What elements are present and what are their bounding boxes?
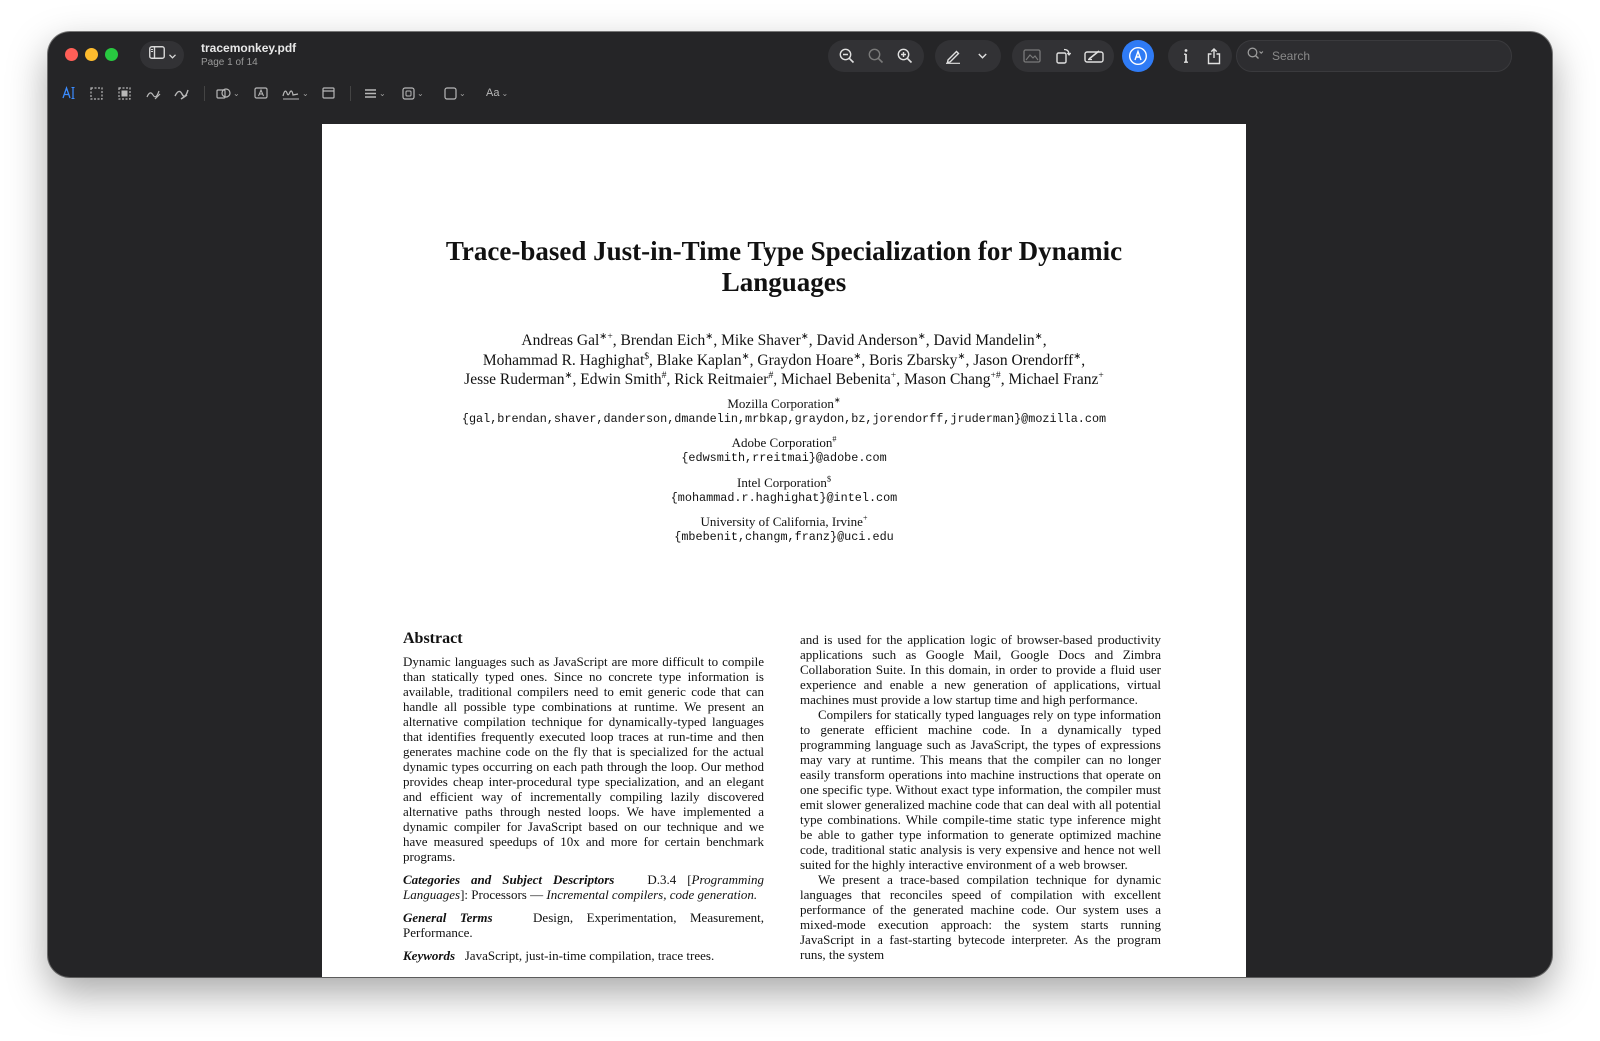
author-name: Mohammad R. Haghighat	[482, 351, 645, 369]
crop-icon	[1023, 49, 1041, 63]
text-selection-icon	[62, 86, 76, 100]
author-name: , David Anderson	[808, 332, 918, 349]
affiliation-adobe	[362, 435, 1206, 466]
redact-icon	[118, 87, 131, 100]
text-box-tool[interactable]	[254, 82, 268, 104]
affiliation-name: University of California, Irvine	[700, 514, 863, 529]
categories-paragraph	[403, 872, 764, 902]
chevron-down-icon: ⌄	[379, 88, 386, 98]
author-mark: ∗	[1073, 350, 1082, 362]
author-mark: +#	[990, 369, 1001, 381]
chevron-down-icon: ⌄	[302, 88, 309, 98]
preview-window	[48, 32, 1552, 977]
zoom-in-icon	[897, 48, 913, 64]
author-line	[362, 370, 1206, 390]
affiliation-name: Intel Corporation	[737, 475, 827, 490]
author-name: Jesse Ruderman	[464, 371, 565, 388]
author-name: , Rick Reitmaier	[666, 371, 769, 388]
zoom-out-icon	[839, 48, 855, 64]
paper-title-line: Trace-based Just-in-Time Type Specialization for Dynamic	[445, 236, 1123, 266]
markup-toolbar	[48, 78, 1552, 108]
actual-size-icon	[868, 48, 884, 64]
author-name: , Brendan Eich	[612, 332, 706, 349]
close-window-button[interactable]	[65, 48, 78, 61]
affiliation-mozilla	[362, 396, 1206, 427]
author-mark: ∗	[705, 330, 714, 342]
search-field[interactable]	[1236, 40, 1512, 72]
keywords-paragraph	[403, 948, 764, 963]
crop-button[interactable]	[1019, 43, 1045, 69]
author-mark: ∗	[800, 330, 809, 342]
markup-toggle-button[interactable]	[1122, 40, 1154, 72]
sketch-icon	[146, 86, 161, 100]
highlight-controls	[935, 40, 1001, 72]
sidebar-toggle-button[interactable]	[140, 41, 184, 69]
right-column	[800, 632, 1161, 962]
affiliation-intel	[362, 475, 1206, 506]
affiliation-mark: +	[862, 513, 868, 523]
pdf-page	[322, 124, 1246, 977]
note-icon	[322, 87, 335, 99]
author-mark: +	[890, 369, 897, 381]
shape-style-tool[interactable]	[364, 82, 386, 104]
signature-icon	[282, 87, 300, 100]
filename-label: tracemonkey.pdf	[201, 41, 297, 55]
affiliation-name: Mozilla Corporation	[727, 396, 834, 411]
sketch-tool[interactable]	[146, 82, 161, 104]
paper-title-line: Languages	[721, 267, 847, 297]
share-button[interactable]	[1201, 43, 1227, 69]
actual-size-button[interactable]	[863, 43, 889, 69]
author-list	[362, 331, 1206, 390]
zoom-out-button[interactable]	[834, 43, 860, 69]
info-button[interactable]	[1173, 43, 1199, 69]
categories-code: D.3.4 [	[647, 872, 692, 887]
author-mark: ∗	[564, 369, 573, 381]
author-separator: ,	[1081, 351, 1086, 369]
affiliation-email: {mohammad.r.haghighat}@intel.com	[670, 490, 898, 505]
text-selection-tool[interactable]	[62, 82, 76, 104]
author-separator: ,	[1042, 332, 1047, 349]
author-name: , Jason Orendorff	[965, 351, 1074, 369]
border-color-icon	[402, 87, 415, 100]
abstract-paragraph: Dynamic languages such as JavaScript are more difficult to compile than statically typed ones. Since no concrete type information is available, traditional compilers need to emit generic code that can handle all possible type combinations at runtime. We present an alternative compilation technique for dynamically-typed languages that identifies frequently executed loop traces at run-time and then generates machine code on the fly that is specialized for the actual dynamic types occurring on each path through the loop. Our method provides cheap inter-procedural type specialization, and an elegant and efficient way of incrementally compiling lazily discovered alternative paths through nested loops. We have implemented a dynamic compiler for JavaScript based on our technique and we have measured speedups of 10x and more for certain benchmark programs.	[403, 654, 764, 864]
author-mark: #	[661, 369, 667, 381]
rotate-button[interactable]	[1050, 43, 1076, 69]
author-mark: ∗	[957, 350, 966, 362]
highlight-button[interactable]	[941, 43, 967, 69]
affiliation-email: {gal,brendan,shaver,danderson,dmandelin,mrbkap,graydon,bz,jorendorff,jruderman}@mozilla.com	[461, 411, 1107, 426]
form-button[interactable]	[1081, 43, 1107, 69]
general-terms-paragraph	[403, 910, 764, 940]
fill-color-icon	[444, 87, 457, 100]
zoom-window-button[interactable]	[105, 48, 118, 61]
author-name: , Blake Kaplan	[649, 351, 742, 369]
title-bar	[48, 32, 1552, 78]
left-column	[403, 630, 764, 963]
general-terms-label: General Terms	[403, 910, 493, 925]
markup-icon	[1128, 46, 1148, 66]
body-paragraph: We present a trace-based compilation technique for dynamic languages that reconciles speed of compilation with excellent performance of the generated machine code. Our system uses a mixed-mode execution approach: the system starts running JavaScript in a fast-starting bytecode interpreter. As the program runs, the system	[800, 872, 1161, 962]
author-name: , Graydon Hoare	[749, 351, 854, 369]
text-box-icon	[254, 87, 268, 99]
line-style-icon	[364, 88, 377, 99]
author-name: Andreas Gal	[521, 332, 600, 349]
body-paragraph: Compilers for statically typed languages rely on type information to generate efficient machine code. In a dynamically typed programming language such as JavaScript, the types of expressions may vary at runtime. This means that the compiler can no longer easily transform operations into machine instructions that operate on one specific type. Without exact type information, the compiler must emit slower generalized machine code that can deal with all potential type combinations. While compile-time static type inference might be able to gather type information to generate optimized machine code, traditional static analysis is very expensive and hence not well suited for the highly interactive environment of a web browser.	[800, 707, 1161, 872]
abstract-heading: Abstract	[403, 630, 463, 647]
sidebar-icon	[149, 46, 165, 64]
categories-label: Categories and Subject Descriptors	[403, 872, 615, 887]
chevron-down-icon: ⌄	[233, 88, 240, 98]
author-mark: #	[768, 369, 774, 381]
text-style-label: Aa	[486, 87, 500, 99]
page-indicator: Page 1 of 14	[201, 57, 258, 68]
chevron-down-icon	[978, 53, 987, 59]
border-color-tool[interactable]	[402, 82, 424, 104]
chevron-down-icon	[169, 46, 176, 64]
categories-term: Incremental compilers, code generation.	[546, 887, 758, 902]
minimize-window-button[interactable]	[85, 48, 98, 61]
keywords-label: Keywords	[403, 948, 455, 963]
author-mark: ∗	[917, 330, 926, 342]
author-name: , Mike Shaver	[713, 332, 801, 349]
author-name: , Edwin Smith	[572, 371, 662, 388]
author-mark: $	[644, 350, 650, 362]
highlight-menu-button[interactable]	[970, 43, 996, 69]
general-terms-text: Design, Experimentation, Measurement, Performance.	[403, 910, 764, 940]
rectangular-selection-tool[interactable]	[90, 82, 103, 104]
edit-controls	[1012, 40, 1114, 72]
author-name: , Boris Zbarsky	[861, 351, 958, 369]
signature-tool[interactable]	[282, 82, 309, 104]
fill-color-tool[interactable]	[444, 82, 466, 104]
search-icon	[1247, 47, 1264, 65]
rotate-icon	[1055, 48, 1071, 64]
info-icon	[1181, 48, 1191, 64]
affiliation-email: {edwsmith,rreitmai}@adobe.com	[681, 450, 887, 465]
zoom-controls	[828, 40, 924, 72]
redact-tool[interactable]	[118, 82, 131, 104]
affiliation-mark: $	[826, 474, 831, 484]
chevron-down-icon: ⌄	[417, 88, 424, 98]
categories-text: ]: Processors —	[460, 887, 547, 902]
author-name: , Michael Franz	[1000, 371, 1099, 388]
author-mark: ∗	[741, 350, 750, 362]
affiliation-mark: #	[832, 434, 837, 444]
shapes-tool[interactable]	[216, 82, 240, 104]
paper-title	[402, 236, 1166, 298]
author-mark: +	[1098, 369, 1104, 381]
author-mark: ∗	[1034, 330, 1043, 342]
draw-tool[interactable]	[174, 82, 189, 104]
toolbar-divider	[204, 86, 205, 101]
form-icon	[1084, 49, 1104, 63]
body-paragraph: and is used for the application logic of browser-based productivity applications such as Google Mail, Google Docs and Zimbra Collaboration Suite. In this domain, in order to provide a fluid user experience and enable a new generation of applications, virtual machines must provide a low startup time and high performance.	[800, 632, 1161, 707]
affiliation-name: Adobe Corporation	[731, 435, 833, 450]
toolbar-divider	[350, 86, 351, 101]
affiliation-mark: ∗	[833, 395, 841, 405]
draw-icon	[174, 86, 189, 100]
text-style-tool[interactable]	[486, 82, 508, 104]
share-icon	[1207, 48, 1221, 65]
author-name: , Mason Chang	[896, 371, 991, 388]
author-mark: ∗+	[599, 330, 613, 342]
note-tool[interactable]	[322, 82, 335, 104]
author-mark: ∗	[853, 350, 862, 362]
affiliation-email: {mbebenit,changm,franz}@uci.edu	[674, 529, 894, 544]
author-name: , Michael Bebenita	[773, 371, 891, 388]
chevron-down-icon: ⌄	[501, 88, 509, 98]
author-line	[362, 331, 1206, 351]
highlight-pen-icon	[945, 48, 962, 64]
zoom-in-button[interactable]	[892, 43, 918, 69]
shapes-icon	[216, 87, 231, 100]
author-line	[362, 351, 1206, 371]
document-title	[201, 41, 296, 69]
rectangular-selection-icon	[90, 87, 103, 100]
categories-term: Programming Languages	[403, 872, 765, 902]
search-input[interactable]	[1270, 48, 1474, 64]
keywords-text: JavaScript, just-in-time compilation, trace trees.	[464, 948, 715, 963]
chevron-down-icon: ⌄	[459, 88, 466, 98]
info-share-controls	[1168, 40, 1232, 72]
author-name: , David Mandelin	[925, 332, 1035, 349]
affiliation-uci	[362, 514, 1206, 545]
